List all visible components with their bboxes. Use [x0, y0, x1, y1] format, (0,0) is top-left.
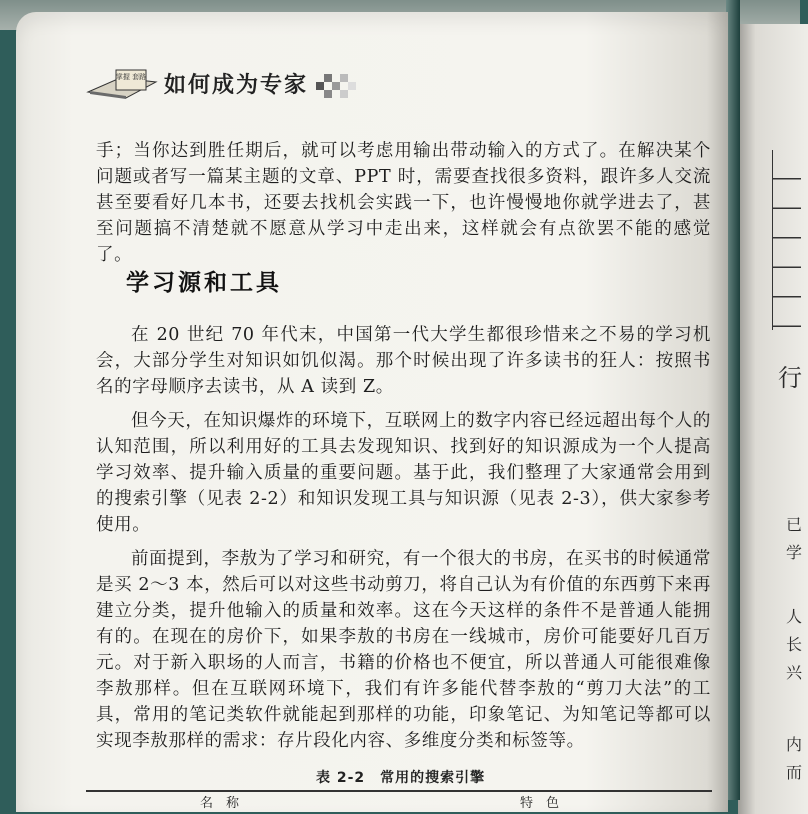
table-caption: 表 2-2 常用的搜索引擎: [316, 770, 486, 786]
facing-page-text: 兴: [786, 663, 803, 682]
checker-decoration-icon: [316, 74, 356, 98]
facing-page-text: 长: [786, 635, 803, 654]
facing-page-text: 学: [786, 543, 803, 562]
book-gutter: [726, 0, 740, 800]
facing-page-text: 内: [786, 735, 803, 754]
paragraph: 手；当你达到胜任期后，就可以考虑用输出带动输入的方式了。在解决某个问题或者写一篇某主题的文章、PPT 时，需要查找很多资料，跟许多人交流甚至要看好几本书，还要去找机会实践一下，也许慢慢地你就学进去了，甚至问题搞不清楚就不愿意从学习中走出来，这样就会有点欲罢不能的感觉了。: [96, 141, 711, 265]
book-logo-icon: [86, 68, 158, 100]
facing-page-table: [772, 150, 801, 330]
paragraph: 在 20 世纪 70 年代末，中国第一代大学生都很珍惜来之不易的学习机会，大部分学生对知识如饥似渴。那个时候出现了许多读书的狂人：按照书名的字母顺序去读书，从 A 读到 Z。: [96, 325, 711, 397]
table-header-feature: 特 色: [520, 796, 560, 811]
facing-page-text: 已: [786, 515, 803, 534]
facing-page-heading: 行: [778, 364, 802, 392]
facing-page-text: 而: [786, 763, 803, 782]
logo-text: 掌握 套路: [115, 73, 147, 81]
running-header: [86, 64, 386, 104]
facing-page-text: 人: [786, 607, 803, 626]
paragraph: 但今天，在知识爆炸的环境下，互联网上的数字内容已经远超出每个人的认知范围，所以利用好的工具去发现知识、找到好的知识源成为一个人提高学习效率、提升输入质量的重要问题。基于此，我们整理了大家通常会用到的搜索引擎（见表 2-2）和知识发现工具与知识源（见表 2-3），供大家参考使用。: [96, 411, 711, 535]
paragraph: 前面提到，李敖为了学习和研究，有一个很大的书房，在买书的时候通常是买 2～3 本，然后可以对这些书动剪刀，将自己认为有价值的东西剪下来再建立分类，提升他输入的质量和效率。这在今天这样的条件不是普通人能拥有的。在现在的房价下，如果李敖的书房在一线城市，房价可能要好几百万元。对于新入职场的人而言，书籍的价格也不便宜，所以普通人可能很难像李敖那样。但在互联网环境下，我们有许多能代替李敖的“剪刀大法”的工具，常用的笔记类软件就能起到那样的功能，印象笔记、为知笔记等都可以实现李敖那样的需求：存片段化内容、多维度分类和标签等。: [96, 549, 711, 751]
section-heading: 学习源和工具: [126, 269, 282, 296]
body-text-block: [96, 138, 711, 276]
facing-page: [738, 24, 808, 814]
table-header-name: 名 称: [200, 796, 240, 811]
body-text-block: [96, 322, 711, 762]
page-header-title: 如何成为专家: [164, 72, 309, 98]
table-top-rule: [86, 790, 712, 792]
